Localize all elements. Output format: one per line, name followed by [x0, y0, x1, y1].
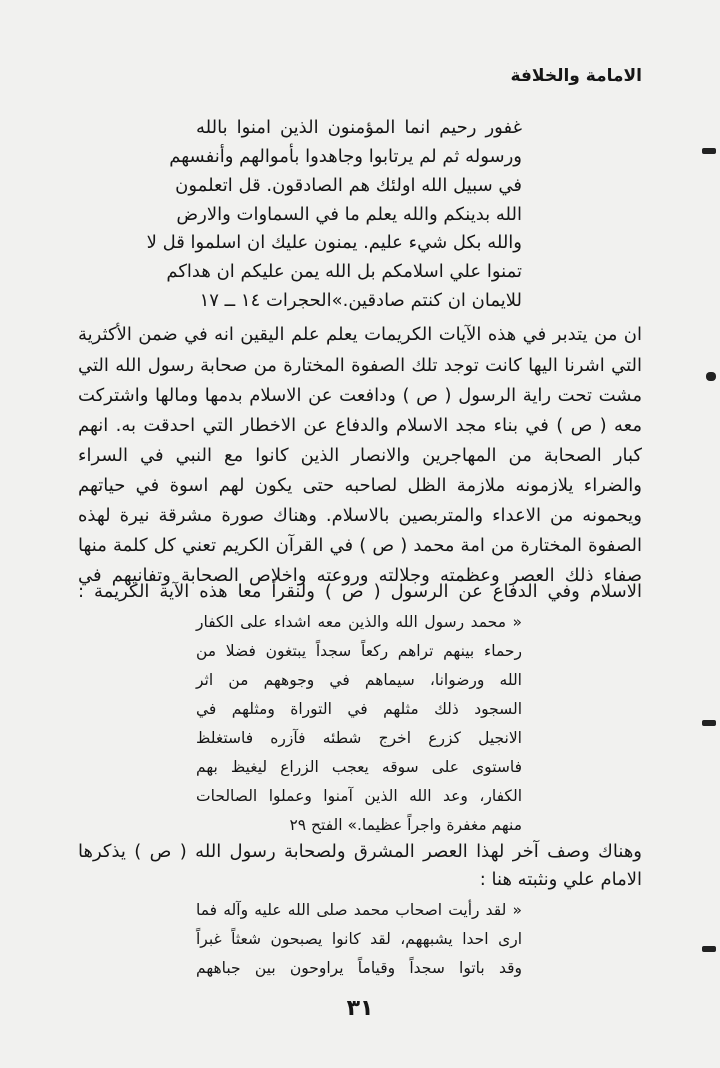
body-line: كبار الصحابة من المهاجرين والانصار الذين كانوا مع النبي في السراء	[78, 445, 642, 466]
verse-line: رحماء بينهم تراهم ركعاً سجداً يبتغون فضلا من	[196, 642, 522, 660]
verse-line: فاستوى على سوقه يعجب الزراع ليغيظ بهم	[196, 758, 522, 776]
scan-mark	[702, 946, 716, 952]
body-line: مشت تحت راية الرسول ( ص ) ودافعت عن الاسلام بدمها ومالها واشتركت	[78, 385, 642, 406]
verse-line: الانجيل كزرع اخرج شطئه فآزره فاستغلظ	[196, 729, 522, 747]
body-line: وهناك وصف آخر لهذا العصر المشرق ولصحابة رسول الله ( ص ) يذكرها	[78, 841, 642, 862]
verse-line: في سبيل الله اولئك هم الصادقون. قل اتعلمون	[175, 175, 522, 196]
scan-mark	[702, 720, 716, 726]
body-line: والضراء يلازمونه ملازمة الظل لصاحبه حتى يكون لهم اسوة في حياتهم	[78, 475, 642, 496]
page-number: ٣١	[346, 996, 374, 1021]
verse-line: « محمد رسول الله والذين معه اشداء على الكفار	[196, 613, 522, 631]
body-line: معه ( ص ) في بناء مجد الاسلام والدفاع عن الاخطار التي احدقت به. انهم	[78, 415, 642, 436]
verse-line: ورسوله ثم لم يرتابوا وجاهدوا بأموالهم وأنفسهم	[169, 146, 522, 167]
running-header: الامامة والخلافة	[510, 66, 642, 86]
verse-line: منهم مغفرة واجراً عظيما.» الفتح ٢٩	[289, 816, 522, 834]
verse-line: والله بكل شيء عليم. يمنون عليك ان اسلموا قل لا	[146, 232, 522, 253]
verse-line: للايمان ان كنتم صادقين.»الحجرات ١٤ ــ ١٧	[199, 290, 522, 311]
quote-line: ارى احدا يشبههم، لقد كانوا يصبحون شعثاً غبراً	[196, 930, 522, 948]
verse-line: غفور رحيم انما المؤمنون الذين امنوا بالله	[196, 117, 522, 138]
body-line: التي اشرنا اليها كانت توجد تلك الصفوة المختارة من صحابة رسول الله التي	[78, 355, 642, 376]
body-line: الصفوة المختارة من امة محمد ( ص ) في القرآن الكريم تعني كل كلمة منها	[78, 535, 642, 556]
body-line: الاسلام وفي الدفاع عن الرسول ( ص ) ولنقرأ معا هذه الآية الكريمة :	[78, 581, 642, 602]
verse-line: السجود ذلك مثلهم في التوراة ومثلهم في	[196, 700, 522, 718]
verse-line: الله بدينكم والله يعلم ما في السماوات والارض	[176, 204, 522, 225]
quote-line: وقد باتوا سجداً وقياماً يراوحون بين جباههم	[196, 959, 522, 977]
body-line: ويحمونه من الاعداء والمتربصين بالاسلام. وهناك صورة مشرقة نيرة لهذه	[78, 505, 642, 526]
verse-line: تمنوا علي اسلامكم بل الله يمن عليكم ان هداكم	[166, 261, 522, 282]
body-line: صفاء ذلك العصر وعظمته وجلالته وروعته واخلاص الصحابة وتفانيهم في	[78, 565, 642, 586]
body-line: ان من يتدبر في هذه الآيات الكريمات يعلم علم اليقين انه في ضمن الأكثرية	[78, 324, 642, 345]
scan-mark	[702, 148, 716, 154]
body-line: الامام علي ونثبته هنا :	[479, 869, 642, 890]
verse-line: الله ورضوانا، سيماهم في وجوههم من اثر	[196, 671, 522, 689]
quote-line: « لقد رأيت اصحاب محمد صلى الله عليه وآله فما	[196, 901, 522, 919]
verse-line: الكفار، وعد الله الذين آمنوا وعملوا الصالحات	[196, 787, 522, 805]
scan-mark	[706, 372, 716, 381]
